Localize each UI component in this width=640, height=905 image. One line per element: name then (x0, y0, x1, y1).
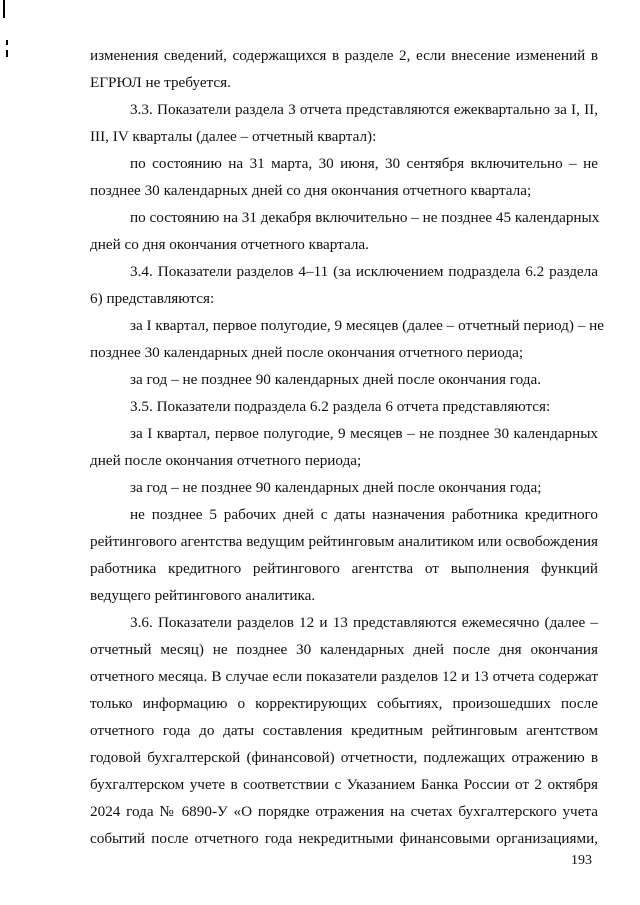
text-line: событий после отчетного года некредитными финансовыми организациями, (90, 830, 598, 847)
scan-edge-mark (3, 0, 5, 18)
paragraph-3-6-line: 3.6. Показатели разделов 12 и 13 представляются ежемесячно (далее – (130, 614, 598, 631)
text-line: позднее 30 календарных дней со дня окончания отчетного квартала; (90, 182, 532, 199)
text-line: по состоянию на 31 марта, 30 июня, 30 сентября включительно – не (130, 155, 598, 172)
text-line: за I квартал, первое полугодие, 9 месяцев – не позднее 30 календарных (130, 425, 598, 442)
paragraph-3-4-line: 3.4. Показатели разделов 4–11 (за исключением подраздела 6.2 раздела (130, 263, 598, 280)
body-text (90, 42, 604, 852)
text-line: изменения сведений, содержащихся в разделе 2, если внесение изменений в (90, 47, 598, 64)
page-number: 193 (571, 853, 592, 868)
scan-edge-dash (6, 40, 8, 45)
text-line: отчетного года до даты составления кредитным рейтинговым агентством (90, 722, 598, 739)
text-line: 2024 года № 6890-У «О порядке отражения на счетах бухгалтерского учета (90, 803, 598, 820)
text-line: за год – не позднее 90 календарных дней после окончания года; (130, 479, 542, 496)
text-line: отчетного месяца. В случае если показатели разделов 12 и 13 отчета содержат (90, 668, 598, 685)
text-line: отчетный месяц) не позднее 30 календарных дней после дня окончания (90, 641, 598, 658)
paragraph-3-5-line: 3.5. Показатели подраздела 6.2 раздела 6 отчета представляются: (130, 398, 551, 415)
text-line: бухгалтерском учете в соответствии с Указанием Банка России от 2 октября (90, 776, 598, 793)
text-line: ЕГРЮЛ не требуется. (90, 74, 231, 91)
text-line: рейтингового агентства ведущим рейтинговым аналитиком или освобождения (90, 533, 598, 550)
text-line: не позднее 5 рабочих дней с даты назначения работника кредитного (130, 506, 598, 523)
text-line: позднее 30 календарных дней после окончания отчетного периода; (90, 344, 524, 361)
text-line: дней со дня окончания отчетного квартала. (90, 236, 369, 253)
text-line: за I квартал, первое полугодие, 9 месяцев (далее – отчетный период) – не (130, 317, 604, 334)
text-line: 6) представляются: (90, 290, 215, 307)
text-line: III, IV кварталы (далее – отчетный квартал): (90, 128, 377, 145)
text-line: дней после окончания отчетного периода; (90, 452, 362, 469)
text-line: за год – не позднее 90 календарных дней после окончания года. (130, 371, 542, 388)
paragraph-3-3-line: 3.3. Показатели раздела 3 отчета представляются ежеквартально за I, II, (130, 101, 598, 118)
text-line: работника кредитного рейтингового агентства от выполнения функций (90, 560, 598, 577)
text-line: только информацию о корректирующих событиях, произошедших после (90, 695, 598, 712)
scan-edge-dash (6, 50, 8, 57)
text-line: годовой бухгалтерской (финансовой) отчетности, подлежащих отражению в (90, 749, 598, 766)
text-line: по состоянию на 31 декабря включительно – не позднее 45 календарных (130, 209, 600, 226)
text-line: ведущего рейтингового аналитика. (90, 587, 316, 604)
